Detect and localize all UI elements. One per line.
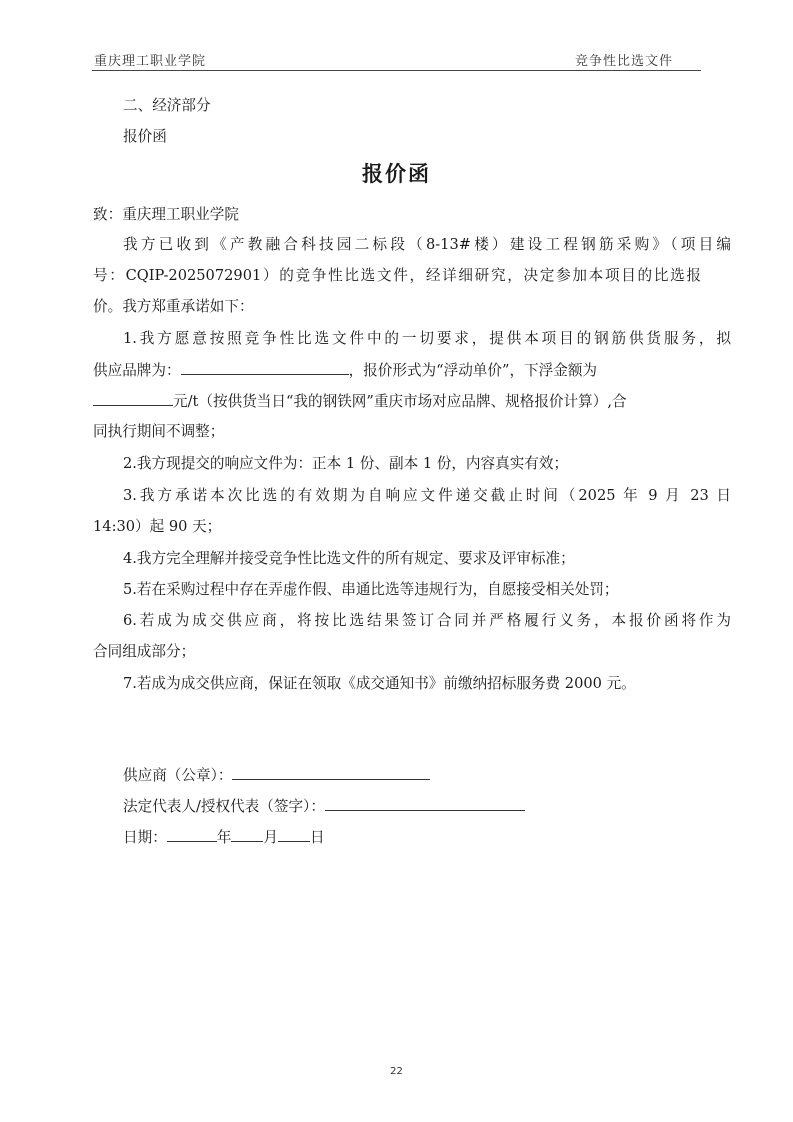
- date-day-field[interactable]: [278, 827, 310, 842]
- header-doc-type: 竞争性比选文件: [574, 54, 673, 69]
- header-institution: 重庆理工职业学院: [94, 54, 207, 69]
- page-header: [92, 48, 701, 71]
- item5: 5.若在采购过程中存在弄虚作假、串通比选等违规行为，自愿接受相关处罚；: [123, 581, 619, 598]
- supplier-signature-row: [93, 765, 731, 786]
- date-row: [93, 827, 731, 848]
- section-heading: 二、经济部分: [123, 97, 211, 114]
- supplier-seal-field[interactable]: [232, 765, 430, 780]
- item1-line-1: 1.我方愿意按照竞争性比选文件中的一切要求，提供本项目的钢筋供货服务，拟: [123, 330, 731, 347]
- intro-line-2: 号：CQIP-2025072901）的竞争性比选文件，经详细研究，决定参加本项目的比选报: [93, 267, 701, 284]
- supplier-seal-label: 供应商（公章）：: [123, 767, 233, 784]
- date-month-field[interactable]: [231, 827, 263, 842]
- discount-amount-blank-field[interactable]: [93, 391, 173, 406]
- item1-line-4: 同执行期间不调整；: [93, 423, 225, 440]
- brand-label: 供应品牌为：: [93, 362, 181, 379]
- representative-label: 法定代表人/授权代表（签字）：: [123, 798, 325, 815]
- item4: 4.我方完全理解并接受竞争性比选文件的所有规定、要求及评审标准；: [123, 550, 575, 567]
- item2: 2.我方现提交的响应文件为：正本 1 份、副本 1 份，内容真实有效；: [123, 455, 569, 472]
- brand-blank-field[interactable]: [181, 360, 349, 375]
- item3-line-2: 14:30）起 90 天；: [93, 518, 222, 535]
- representative-signature-row: [93, 796, 731, 817]
- date-year-field[interactable]: [167, 827, 217, 842]
- item7: 7.若成为成交供应商，保证在领取《成交通知书》前缴纳招标服务费 2000 元。: [123, 675, 636, 692]
- item6-line-1: 6.若成为成交供应商，将按比选结果签订合同并严格履行义务，本报价函将作为: [123, 612, 731, 629]
- month-label: 月: [263, 829, 279, 846]
- item1-line2-suffix: ，报价形式为“浮动单价”，下浮金额为: [348, 362, 598, 379]
- recipient: 致：重庆理工职业学院: [93, 206, 239, 223]
- intro-line-3: 价。我方郑重承诺如下：: [93, 298, 254, 315]
- item3-line-1: 3.我方承诺本次比选的有效期为自响应文件递交截止时间（2025 年 9 月 23 日: [123, 487, 731, 504]
- item6-line-2: 合同组成部分；: [93, 643, 196, 660]
- intro-line-1: 我方已收到《产教融合科技园二标段（8-13#楼）建设工程钢筋采购》（项目编: [123, 236, 731, 253]
- sub-heading: 报价函: [123, 128, 167, 145]
- document-title: 报价函: [362, 162, 431, 186]
- item1-line-3: [93, 391, 701, 412]
- day-label: 日: [310, 829, 325, 846]
- year-label: 年: [216, 829, 232, 846]
- item1-line-2: [93, 360, 701, 381]
- date-label: 日期：: [123, 829, 167, 846]
- item1-line3-suffix: 元/t（按供货当日“我的钢铁网”重庆市场对应品牌、规格报价计算）,合: [173, 393, 627, 410]
- representative-signature-field[interactable]: [325, 796, 525, 811]
- page-number: 22: [390, 1066, 403, 1077]
